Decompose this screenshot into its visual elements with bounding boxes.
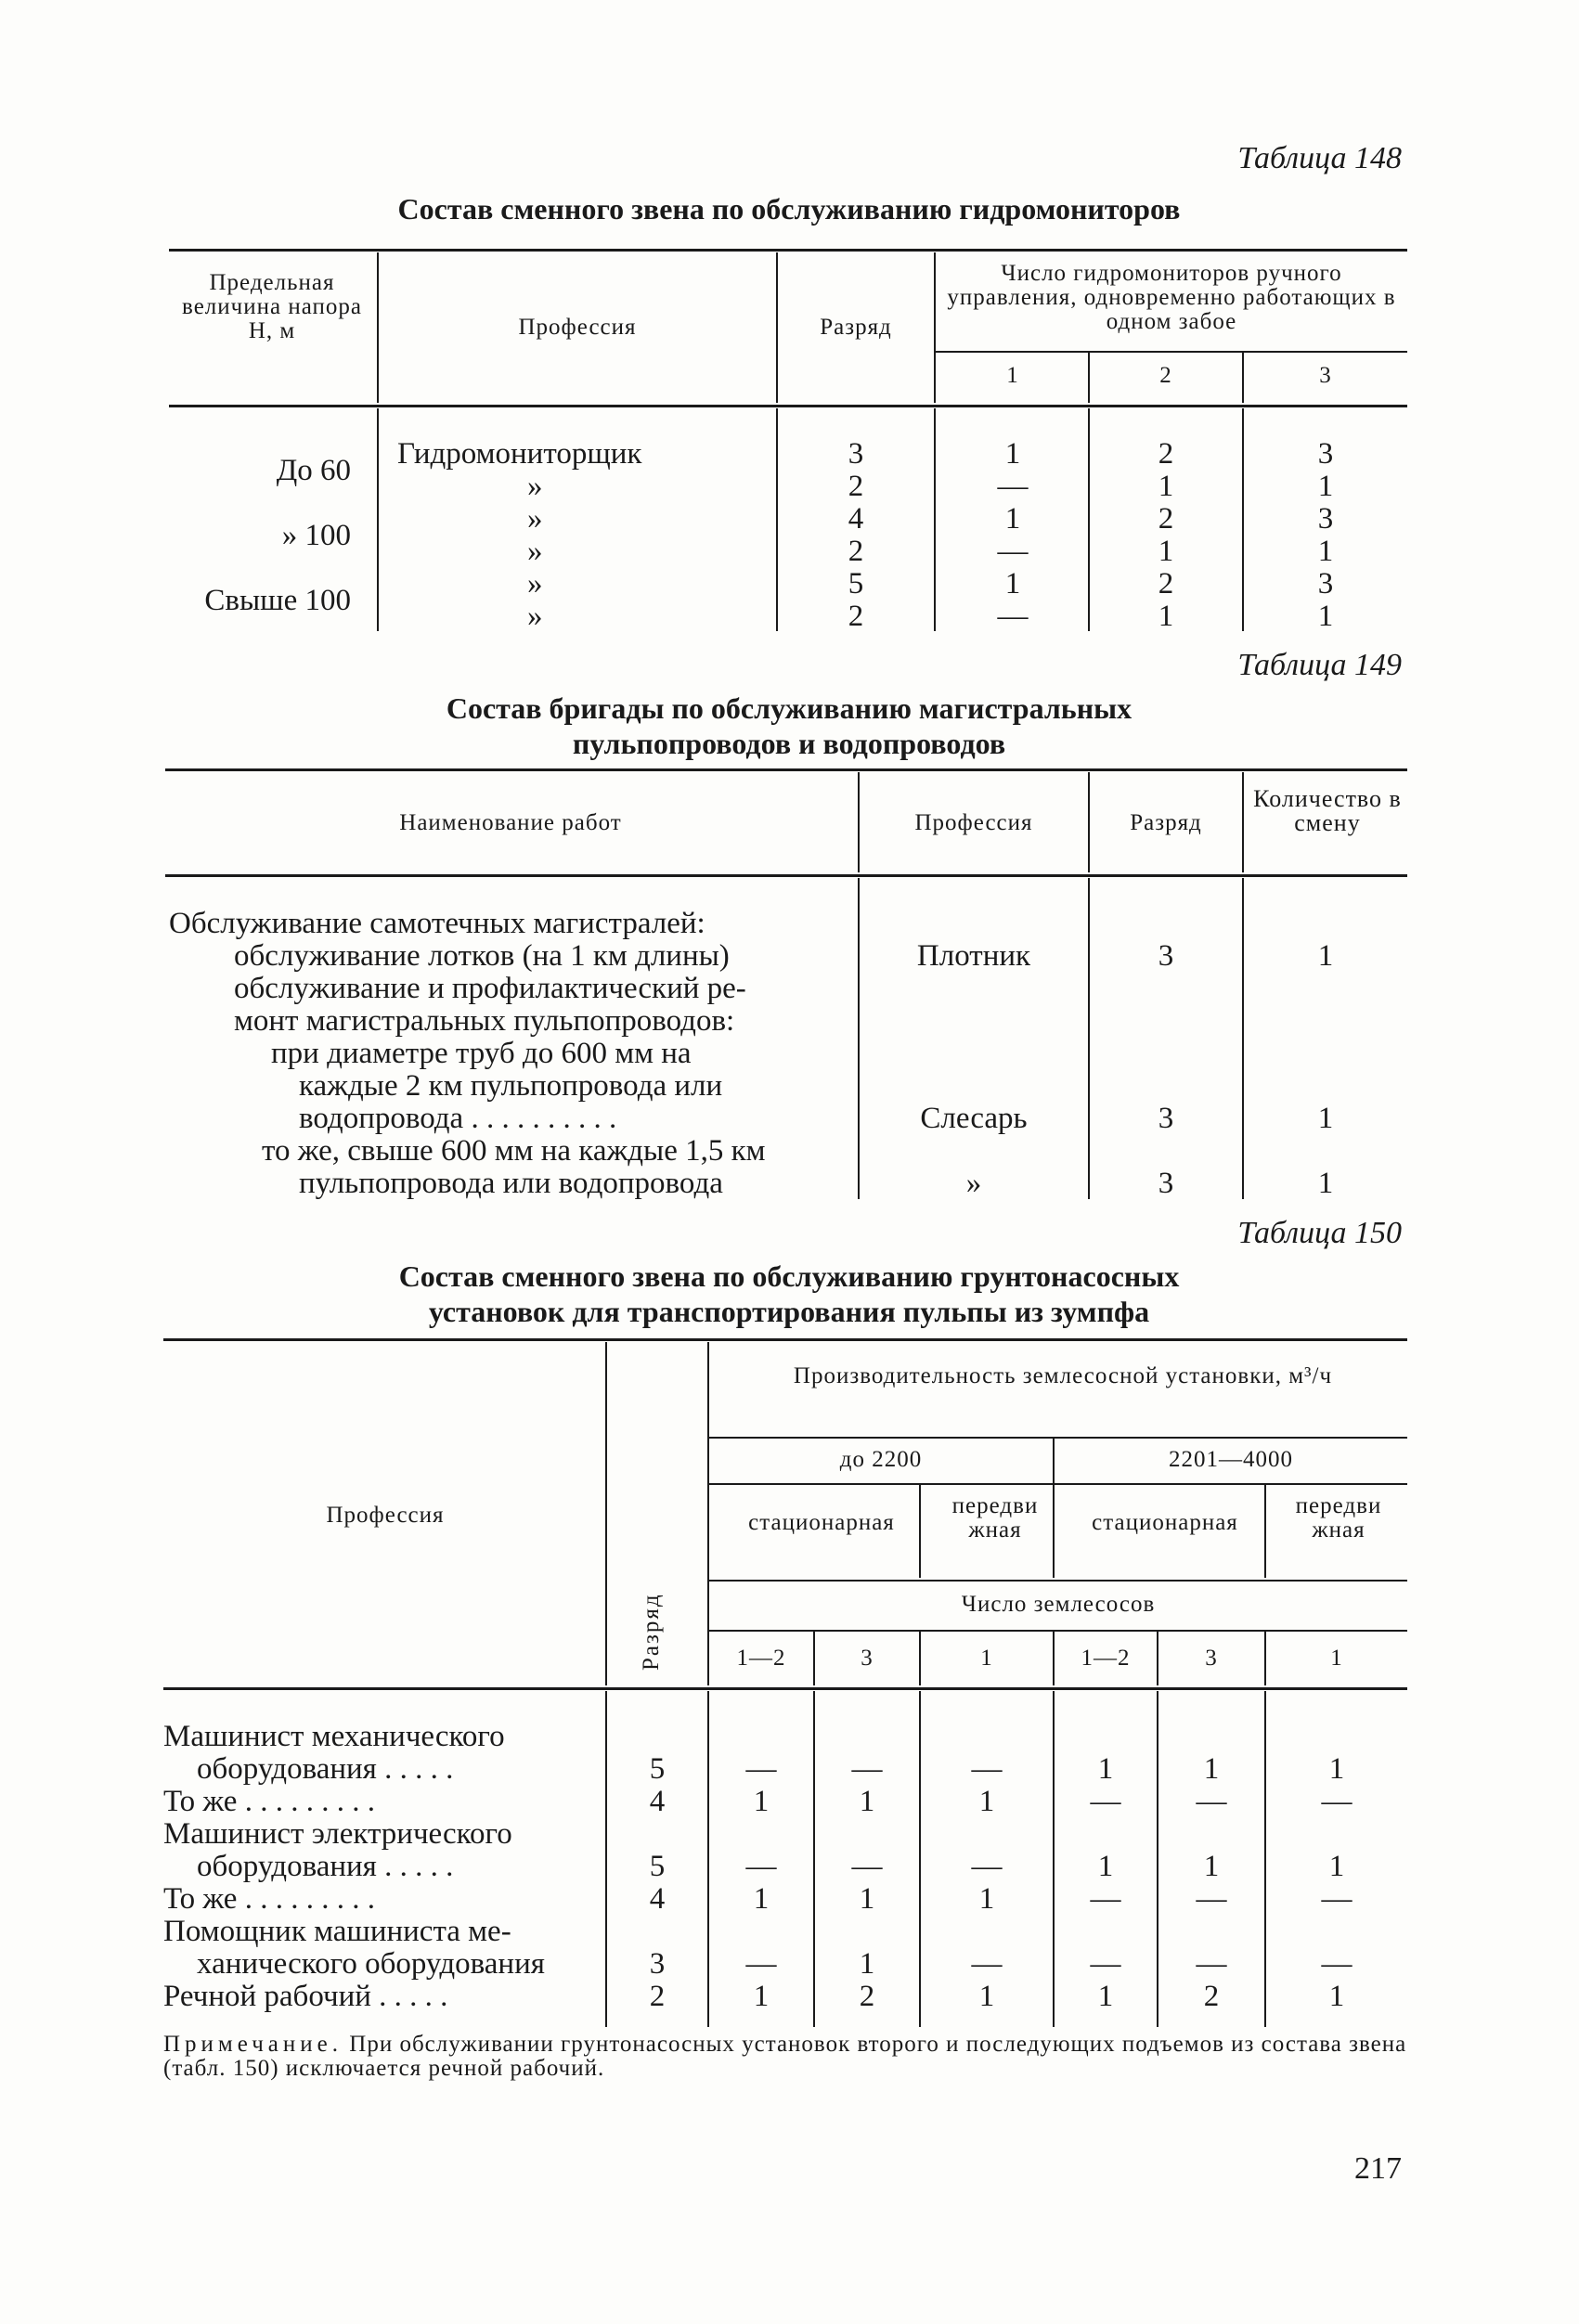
- value-column-4: [1055, 1753, 1157, 2013]
- profession-cell: »: [527, 600, 543, 633]
- page-number: 217: [1354, 2151, 1402, 2186]
- value-cell: —: [971, 1752, 1003, 1786]
- work-line: обслуживание лотков (на 1 км длины): [234, 939, 730, 973]
- count-cell: 1: [1004, 502, 1021, 536]
- profession-line: оборудования . . . . .: [197, 1850, 454, 1883]
- rule: [169, 249, 1407, 252]
- value-column-6: [1266, 1753, 1407, 2013]
- rule: [165, 874, 1407, 877]
- count-cell: —: [997, 535, 1029, 568]
- header-num: 1—2: [736, 1646, 786, 1671]
- grade-cell: 5: [649, 1850, 666, 1883]
- profession-cell: »: [527, 535, 543, 568]
- work-line: при диаметре труб до 600 мм на: [271, 1037, 692, 1070]
- value-column-2: [815, 1753, 919, 2013]
- profession-cell: »: [527, 567, 543, 600]
- value-cell: 1: [753, 1785, 770, 1818]
- column-divider: [707, 1342, 709, 1685]
- limit-value: Свыше 100: [204, 584, 351, 617]
- header-stationary: стационарная: [1092, 1510, 1238, 1535]
- column-divider: [776, 408, 778, 631]
- table-150-number: Таблица 150: [1237, 1216, 1402, 1250]
- value-cell: —: [851, 1850, 883, 1883]
- value-cell: 1: [859, 1882, 875, 1916]
- grade-cell: 3: [1158, 1102, 1174, 1135]
- value-cell: —: [1321, 1882, 1353, 1916]
- count-cell: 1: [1317, 470, 1334, 503]
- work-line: водопровода . . . . . . . . . .: [299, 1102, 617, 1135]
- value-cell: 1: [978, 1785, 995, 1818]
- value-cell: —: [1090, 1947, 1121, 1981]
- header-work: Наименование работ: [399, 810, 622, 835]
- grade-column: [780, 438, 932, 633]
- header-num: 1—2: [1081, 1646, 1131, 1671]
- rule: [709, 1580, 1407, 1582]
- limit-value: » 100: [281, 519, 351, 552]
- profession-column: [397, 438, 769, 633]
- rule: [163, 1338, 1407, 1341]
- table-149-title-line: пульпопроводов и водопроводов: [572, 727, 1006, 760]
- rule: [163, 1687, 1407, 1690]
- count-cell: 1: [1158, 600, 1174, 633]
- table-150-title: [167, 1259, 1411, 1329]
- value-cell: 1: [1328, 1752, 1345, 1786]
- header-grade: Разряд: [820, 315, 892, 340]
- profession-cell: »: [965, 1167, 982, 1200]
- value-cell: —: [971, 1850, 1003, 1883]
- value-column-5: [1158, 1753, 1264, 2013]
- work-line: каждые 2 км пульпопровода или: [299, 1069, 723, 1103]
- value-cell: —: [745, 1850, 777, 1883]
- header-limit: Предельная величина напора H, м: [182, 270, 362, 343]
- table-148-number: Таблица 148: [1237, 141, 1402, 175]
- count-cell: —: [997, 600, 1029, 633]
- column-divider: [1242, 878, 1244, 1199]
- limit-value: До 60: [276, 454, 351, 487]
- count-cell: 3: [1317, 502, 1334, 536]
- value-cell: 1: [859, 1947, 875, 1981]
- grade-cell: 2: [848, 600, 864, 633]
- work-description: [169, 908, 847, 1200]
- profession-line: ханического оборудования: [197, 1947, 545, 1981]
- value-cell: —: [1196, 1882, 1227, 1916]
- profession-cell: »: [527, 470, 543, 503]
- value-cell: 1: [1328, 1980, 1345, 2013]
- profession-cell: »: [527, 502, 543, 536]
- value-cell: —: [971, 1947, 1003, 1981]
- column-divider: [1242, 772, 1244, 872]
- value-cell: 1: [1328, 1850, 1345, 1883]
- header-num: 1: [980, 1646, 993, 1671]
- column-divider: [858, 878, 860, 1199]
- value-cell: —: [1090, 1785, 1121, 1818]
- grade-cell: 2: [848, 535, 864, 568]
- footnote: [163, 2033, 1407, 2081]
- header-count: Количество в смену: [1253, 785, 1402, 836]
- header-col-1: 1: [1006, 363, 1019, 388]
- count-cell: 2: [1158, 567, 1174, 600]
- column-divider: [919, 1485, 921, 1578]
- profession-line: оборудования . . . . .: [197, 1752, 454, 1786]
- grade-column: [607, 1753, 707, 2013]
- column-divider: [1088, 878, 1090, 1199]
- header-stationary: стационарная: [748, 1510, 895, 1535]
- value-column-1: [709, 1753, 813, 2013]
- count-cell: —: [997, 470, 1029, 503]
- header-range-1: до 2200: [839, 1447, 923, 1472]
- header-col-3: 3: [1319, 363, 1332, 388]
- value-cell: —: [1090, 1882, 1121, 1916]
- value-cell: 2: [859, 1980, 875, 2013]
- work-line: то же, свыше 600 мм на каждые 1,5 км: [262, 1134, 766, 1168]
- column-divider: [776, 252, 778, 403]
- header-productivity: Производительность землесосной установки, м³/ч: [793, 1363, 1333, 1388]
- header-num: 1: [1330, 1646, 1343, 1671]
- profession-line: То же . . . . . . . . .: [163, 1785, 375, 1818]
- value-cell: —: [1321, 1947, 1353, 1981]
- column-divider: [605, 1342, 607, 1685]
- count-cell: 1: [1317, 535, 1334, 568]
- grade-cell: 4: [649, 1785, 666, 1818]
- header-mobile: передвижная: [1295, 1493, 1382, 1543]
- grade-cell: 3: [649, 1947, 666, 1981]
- count-cell: 1: [1317, 939, 1334, 973]
- count-cell: 2: [1158, 502, 1174, 536]
- value-cell: —: [1196, 1947, 1227, 1981]
- work-line: Обслуживание самотечных магистралей:: [169, 907, 705, 940]
- value-cell: —: [1196, 1785, 1227, 1818]
- profession-cell: Плотник: [916, 939, 1031, 973]
- column-divider: [1264, 1485, 1266, 1578]
- grade-cell: 3: [848, 437, 864, 471]
- rule: [709, 1483, 1407, 1485]
- value-cell: 1: [1203, 1850, 1220, 1883]
- count-cell: 1: [1317, 1167, 1334, 1200]
- count-cell: 3: [1317, 567, 1334, 600]
- table-149-number: Таблица 149: [1237, 648, 1402, 682]
- limit-values: [167, 438, 351, 633]
- work-line: обслуживание и профилактический ре-: [234, 972, 746, 1005]
- grade-cell: 3: [1158, 939, 1174, 973]
- grade-cell: 5: [848, 567, 864, 600]
- profession-cell: Гидромониторщик: [397, 437, 642, 471]
- value-cell: 1: [753, 1980, 770, 2013]
- column-divider: [934, 252, 936, 403]
- value-cell: 1: [1097, 1752, 1114, 1786]
- header-pumps: Число землесосов: [961, 1592, 1156, 1617]
- header-col-2: 2: [1159, 363, 1172, 388]
- count-column-1: [938, 438, 1088, 633]
- header-mobile: передвижная: [951, 1493, 1039, 1543]
- grade-cell: 3: [1158, 1167, 1174, 1200]
- value-cell: 1: [978, 1882, 995, 1916]
- footnote-label: Примечание.: [163, 2032, 343, 2057]
- value-cell: 1: [753, 1882, 770, 1916]
- count-cell: 1: [1004, 437, 1021, 471]
- header-profession: Профессия: [518, 315, 637, 340]
- value-column-3: [921, 1753, 1053, 2013]
- value-cell: 1: [978, 1980, 995, 2013]
- profession-line: Помощник машиниста ме-: [163, 1915, 511, 1948]
- table-150-title-line: Состав сменного звена по обслуживанию грунтонасосных: [398, 1259, 1180, 1293]
- count-column-3: [1244, 438, 1407, 633]
- value-cell: 1: [859, 1785, 875, 1818]
- header-grade: Разряд: [1130, 810, 1202, 835]
- value-cell: —: [851, 1752, 883, 1786]
- header-range-2: 2201—4000: [1169, 1447, 1293, 1472]
- profession-line: Речной рабочий . . . . .: [163, 1980, 448, 2013]
- profession-lines: [163, 1721, 600, 2013]
- value-cell: —: [745, 1947, 777, 1981]
- rule: [709, 1437, 1407, 1439]
- value-cell: 1: [1097, 1850, 1114, 1883]
- count-column-2: [1090, 438, 1242, 633]
- value-cell: —: [745, 1752, 777, 1786]
- profession-line: Машинист механического: [163, 1720, 505, 1753]
- table-150-title-line: установок для транспортирования пульпы из зумпфа: [428, 1295, 1150, 1328]
- rule: [165, 768, 1407, 771]
- work-line: пульпопровода или водопровода: [299, 1167, 723, 1200]
- count-cell: 1: [1317, 600, 1334, 633]
- header-num: 3: [861, 1646, 874, 1671]
- work-line: монт магистральных пульпопроводов:: [234, 1004, 735, 1038]
- count-cell: 1: [1158, 535, 1174, 568]
- table-148-title: Состав сменного звена по обслуживанию гидромониторов: [397, 192, 1181, 226]
- value-cell: —: [1321, 1785, 1353, 1818]
- column-divider: [377, 252, 379, 403]
- grade-cell: 2: [649, 1980, 666, 2013]
- value-cell: 2: [1203, 1980, 1220, 2013]
- grade-cell: 2: [848, 470, 864, 503]
- profession-cell: Слесарь: [920, 1102, 1028, 1135]
- table-149-title-line: Состав бригады по обслуживанию магистральных: [446, 691, 1132, 725]
- count-cell: 1: [1317, 1102, 1334, 1135]
- count-cell: 2: [1158, 437, 1174, 471]
- footnote-text: При обслуживании грунтонасосных установок второго и последующих подъемов из состава звена (табл. 150) исключается речной рабочий.: [163, 2032, 1407, 2081]
- rule: [169, 405, 1407, 407]
- header-group: Число гидромониторов ручного управления, одновременно работающих в одном забое: [947, 261, 1396, 334]
- count-cell: 1: [1004, 567, 1021, 600]
- count-cell: 1: [1158, 470, 1174, 503]
- count-cell: 3: [1317, 437, 1334, 471]
- grade-cell: 4: [649, 1882, 666, 1916]
- profession-line: Машинист электрического: [163, 1817, 512, 1851]
- table-149-title: [167, 691, 1411, 761]
- rule: [936, 351, 1407, 353]
- column-divider: [377, 408, 379, 631]
- value-cell: 1: [1097, 1980, 1114, 2013]
- grade-cell: 5: [649, 1752, 666, 1786]
- header-num: 3: [1205, 1646, 1218, 1671]
- value-cell: 1: [1203, 1752, 1220, 1786]
- grade-cell: 4: [848, 502, 864, 536]
- header-profession: Профессия: [326, 1503, 445, 1528]
- column-divider: [934, 408, 936, 631]
- profession-line: То же . . . . . . . . .: [163, 1882, 375, 1916]
- header-profession: Профессия: [914, 810, 1033, 835]
- header-grade: Разряд: [639, 1593, 664, 1671]
